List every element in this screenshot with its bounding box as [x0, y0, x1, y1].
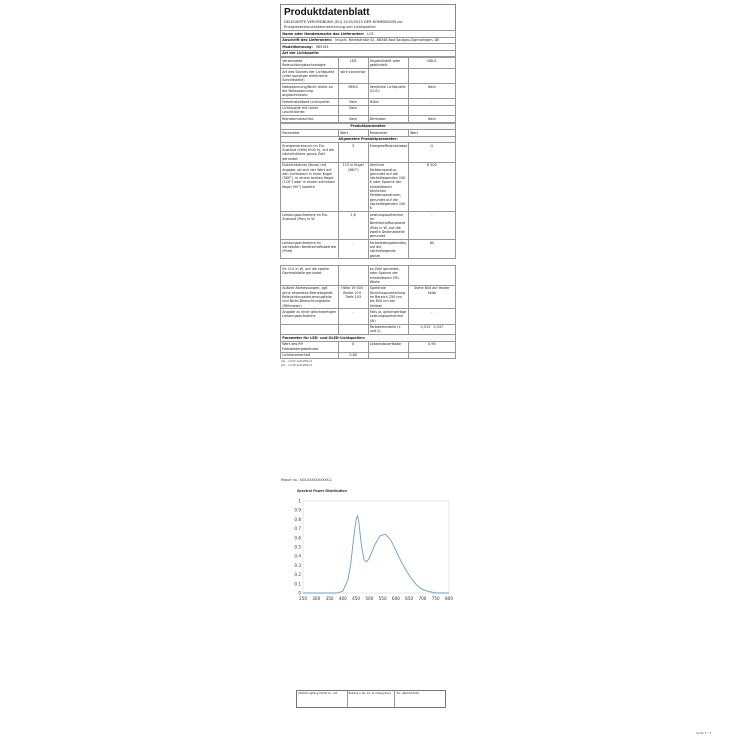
x-tick-label: 500	[365, 596, 374, 601]
table-row	[281, 285, 456, 309]
spectrum-chart-section	[281, 478, 457, 611]
table-cell: Nein	[338, 105, 368, 116]
table-cell: Höhe 19 000 · Breite 103 · Tiefe 103	[338, 285, 368, 309]
table-row	[281, 50, 456, 56]
y-tick-label: 0	[298, 590, 301, 596]
table-cell	[408, 266, 455, 285]
table-cell: für CLS in W, auf die zweite Dezimalstelle gerundet	[281, 266, 339, 285]
stamp-right: Tel: +86-XXX-XXXX	[396, 692, 420, 695]
x-tick-label: 600	[391, 596, 400, 601]
row-label: Art der Lichtquelle:	[282, 51, 320, 56]
parameter-table-continued	[280, 265, 456, 359]
table-cell: Energieeffizienzklasse	[368, 143, 408, 162]
y-tick-label: 0.1	[294, 581, 301, 587]
table-cell: -	[408, 309, 455, 324]
x-tick-label: 650	[405, 596, 414, 601]
table-cell: Leistungsaufnahme im Bereitschaftszustand (Psb) in W, auf die zweite Dezimalstelle gerundet	[368, 212, 408, 240]
light-source-type-table	[280, 57, 456, 123]
x-tick-label: 550	[378, 596, 387, 601]
row-label: Modellkennung:	[282, 44, 313, 49]
table-cell	[408, 352, 455, 358]
x-tick-label: 750	[431, 596, 440, 601]
table-cell	[281, 324, 339, 335]
table-cell: Art des Sockels der Lichtquelle (oder sonstiger elektrische Schnittstelle)	[281, 68, 339, 83]
table-cell: NMLS	[338, 83, 368, 98]
table-row	[281, 309, 456, 324]
x-tick-label: 800	[445, 596, 453, 601]
table-row	[281, 266, 456, 285]
general-header: Allgemeine Produktparameter:	[281, 136, 456, 142]
footnote: (b) - nicht zutreffend	[281, 363, 313, 368]
table-cell: Äußere Abmessungen, ggf. ohne separates Betriebsgerät, Beleuchtungssteuerungsteile und Nicht-Beleuchtungsteile (Millimeter)	[281, 285, 339, 309]
table-cell: -	[338, 309, 368, 324]
table-cell: Farbeinstellbare Lichtquelle:	[281, 99, 339, 105]
y-tick-label: 0.8	[294, 516, 301, 522]
table-cell: NDLS	[408, 58, 455, 69]
table-cell	[368, 352, 408, 358]
table-cell: Ähnliche Farbtemperatur, gerundet auf die nächstliegenden 100 K oder Spanne der einstellbaren ähnlichen Farbtemperaturen, gerundet auf die nächstliegenden 100 K	[368, 162, 408, 211]
table-cell: 115 in Kugel (360°)	[338, 162, 368, 211]
table-row	[281, 58, 456, 69]
y-tick-label: 0.3	[294, 562, 301, 568]
table-row	[281, 105, 456, 116]
table-row	[281, 162, 456, 211]
y-tick-label: 0.4	[294, 553, 301, 559]
table-cell: Farbwertanteile (x und y)	[368, 324, 408, 335]
row-label: Name oder Handelsmarke des Lieferanten:	[282, 31, 365, 36]
table-row	[281, 324, 456, 335]
table-row	[281, 116, 456, 122]
table-cell: Wert des R9 Farbwiedergabeindex	[281, 341, 339, 352]
table-cell: Hülle:	[368, 99, 408, 105]
table-cell: wire connector	[338, 68, 368, 83]
page-number: Seite 3 / 3	[696, 731, 712, 735]
table-cell: Ungebündelt oder gebündelt:	[368, 58, 408, 69]
table-cell: 0,80	[338, 352, 368, 358]
supplier-table	[280, 30, 456, 57]
table-cell: 0,313 · 0,337	[408, 324, 455, 335]
y-tick-label: 0.5	[294, 544, 301, 550]
y-tick-label: 0.2	[294, 572, 301, 578]
table-cell: Verwendete Beleuchtungstechnologie:	[281, 58, 339, 69]
table-cell	[338, 324, 368, 335]
table-cell: 6 500	[408, 162, 455, 211]
table-cell: Nein	[408, 83, 455, 98]
table-cell	[408, 105, 455, 116]
row-value: 585341	[315, 44, 329, 49]
table-cell: -	[338, 240, 368, 259]
spectrum-series-line	[303, 516, 449, 593]
table-cell: Siehe Bild auf letzter Seite	[408, 285, 455, 309]
table-cell: Nein	[408, 116, 455, 122]
parameter-table	[280, 123, 456, 260]
param-header: Produktparameter	[281, 123, 456, 129]
table-cell: Lichtquelle mit hoher Leuchtdichte:	[281, 105, 339, 116]
table-cell: -	[408, 99, 455, 105]
row-label: Anschrift des Lieferanten:	[282, 38, 333, 43]
table-cell: 80	[408, 240, 455, 259]
col-head: Parameter	[368, 130, 408, 136]
table-row	[281, 68, 456, 83]
table-cell: Lebensdauerfaktor	[368, 341, 408, 352]
table-cell: Nein	[338, 116, 368, 122]
table-row	[281, 143, 456, 162]
table-cell: 2,6	[338, 212, 368, 240]
table-cell: Lichtstromerhalt	[281, 352, 339, 358]
x-tick-label: 350	[325, 596, 334, 601]
table-cell: 0	[338, 341, 368, 352]
table-cell	[281, 50, 456, 56]
x-tick-label: 250	[299, 596, 307, 601]
table-cell: Netzspannung/Nicht direkt an die Netzspannung angeschlossen:	[281, 83, 339, 98]
x-tick-label: 700	[418, 596, 427, 601]
table-cell	[408, 68, 455, 83]
table-row	[281, 83, 456, 98]
table-cell: ze Zahl gerundet, oder Spanne der einstellbaren CRI-Werte	[368, 266, 408, 285]
table-cell: 3	[338, 143, 368, 162]
table-row	[281, 240, 456, 259]
x-tick-label: 300	[312, 596, 321, 601]
table-cell	[368, 105, 408, 116]
table-cell: -	[408, 212, 455, 240]
y-tick-label: 0.9	[294, 507, 301, 513]
table-cell: Dimmbar:	[368, 116, 408, 122]
row-value: Import, Marktstraße 42, 88348 Bad Saulgau-Sigmaringen, DE	[335, 38, 440, 43]
col-head: Parameter	[281, 130, 339, 136]
x-tick-label: 450	[352, 596, 361, 601]
regulation-subtitle: DELEGIERTE VERORDNUNG (EU) 2019/2015 DER KOMMISSION zur Energieverbrauchskennzeichnung von Lichtquellen	[280, 19, 456, 30]
table-cell: Leistungsaufnahme im Ein-Zustand (Pon) in W	[281, 212, 339, 240]
company-stamp	[296, 690, 446, 708]
table-cell: Blendschutzschild:	[281, 116, 339, 122]
table-cell: LED	[338, 58, 368, 69]
table-cell: Leistungsaufnahme im vernetzten Bereitschaftsbetrieb (Pnet)	[281, 240, 339, 259]
table-row	[281, 212, 456, 240]
col-head: Wert	[338, 130, 368, 136]
col-head: Wert	[408, 130, 455, 136]
table-cell: Vernetzte Lichtquelle (CLS):	[368, 83, 408, 98]
table-row	[281, 341, 456, 352]
table-cell	[368, 68, 408, 83]
report-number: Report no.: XXX-XXXXXXXXXX-1	[281, 478, 332, 482]
plot-frame	[303, 501, 449, 593]
spectral-power-chart	[281, 497, 453, 607]
y-tick-label: 0.7	[294, 526, 301, 532]
y-tick-label: 0.6	[294, 535, 301, 541]
table-cell: Falls ja, gleichwertige Leistungsaufnahme (W)	[368, 309, 408, 324]
chart-title: Spectral Power Distribution	[297, 489, 347, 493]
footnote: (a) - nicht zutreffend	[281, 359, 312, 364]
table-cell: Nutzlichtstrom (Φuse) mit Angabe, ob sich der Wert auf den Lichtstrom in einer Kugel (360°), in einem breiten Kegel (120°) oder in einem schmalen Kegel (90°) bezieht	[281, 162, 339, 211]
stamp-left: XXXXXX Lighting XXXXX Co., Ltd.	[297, 691, 348, 707]
led-header: Parameter für LED- und OLED-Lichtquellen:	[281, 335, 456, 341]
table-cell: G	[408, 143, 455, 162]
table-cell: Nein	[338, 99, 368, 105]
row-value: LCE	[367, 31, 374, 36]
datasheet	[280, 4, 456, 367]
page-title: Produktdatenblatt	[280, 4, 456, 19]
table-cell: Angabe zu einer gleichwertigen Leistungsaufnahme	[281, 309, 339, 324]
stamp-middle: Building A, No. XX, Xin Sheng Road	[348, 691, 396, 707]
table-row	[281, 352, 456, 358]
table-cell: 0,90	[408, 341, 455, 352]
table-cell: Farbwiedergabeindex, auf die nächstliegende ganze	[369, 240, 408, 258]
table-cell: Spektrale Strahlungsverteilung im Bereich 250 nm bis 800 nm bei Volllast	[368, 285, 408, 309]
table-cell	[338, 266, 368, 285]
x-tick-label: 400	[338, 596, 347, 601]
table-cell: Energieverbrauch im Ein-Zustand (kWh/1000 h), auf die nächsthöhere ganze Zahl gerundet	[281, 143, 339, 162]
y-tick-label: 1	[298, 498, 301, 504]
